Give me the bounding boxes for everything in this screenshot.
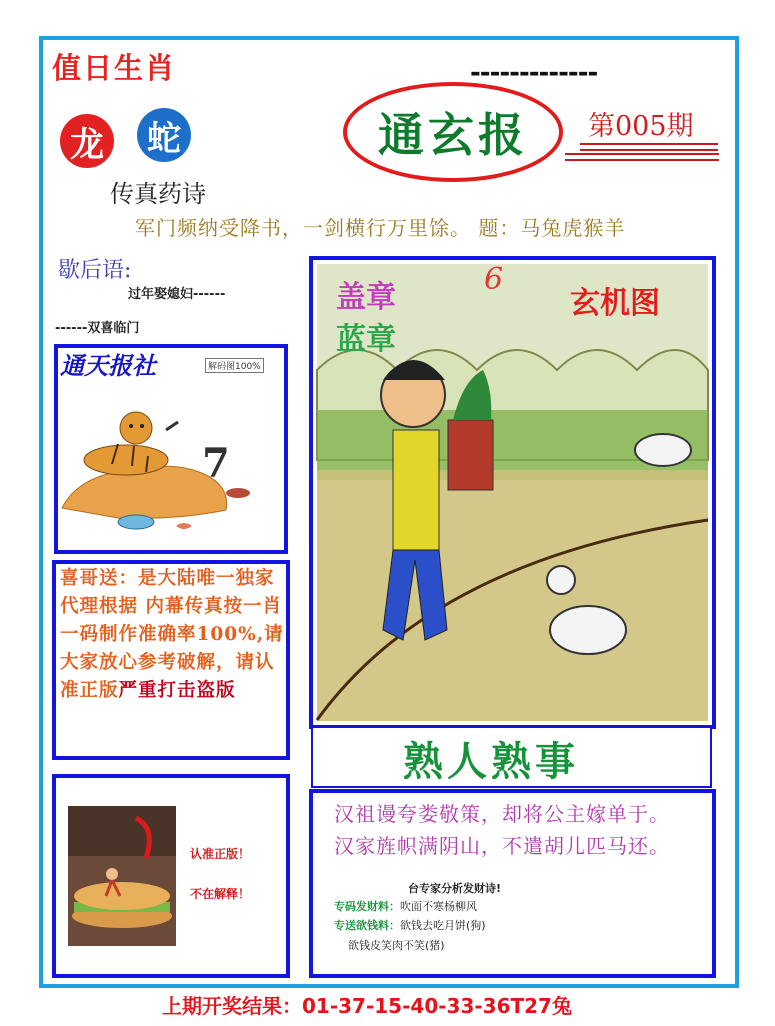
- expert-line-1-label: 专码发财料：: [334, 900, 400, 913]
- poem-line-1: 汉祖谩夸娄敬策，却将公主嫁单于。: [334, 802, 670, 826]
- expert-line-2: [334, 917, 486, 933]
- last-draw-results: 上期开奖结果：01-37-15-40-33-36T27兔: [162, 994, 572, 1018]
- issue-underline: [580, 143, 718, 151]
- fax-poem-label: 传真药诗: [110, 180, 206, 208]
- tiger-box-title: 通天报社: [60, 351, 156, 380]
- xiehou-label: 歇后语:: [58, 258, 132, 283]
- picture-overlay-stamp: 盖章: [336, 280, 396, 315]
- expert-line-3: 欲钱皮笑肉不笑(猪): [348, 939, 445, 952]
- expert-line-1-text: 吹面不寒杨柳风: [400, 900, 477, 913]
- picture-overlay-mystery: 玄机图: [570, 286, 660, 321]
- picture-overlay-blue-stamp: 蓝章: [336, 322, 396, 357]
- picture-number: 6: [484, 262, 504, 297]
- expert-line-2-label: 专送欲钱料：: [334, 919, 400, 932]
- daily-zodiac-label: 值日生肖: [52, 51, 177, 85]
- expert-title: 台专家分析发财诗!: [408, 882, 502, 895]
- xiehou-question: 过年娶媳妇------: [128, 287, 226, 302]
- masthead-title: 通玄报: [343, 82, 563, 182]
- issue-number: 第005期: [588, 111, 694, 142]
- fax-poem-line: 军门频纳受降书，一剑横行万里馀。 题：马兔虎猴羊: [135, 216, 626, 240]
- burger-text-2: 不在解释！: [190, 887, 251, 901]
- poem-line-2: 汉家旌帜满阴山，不遣胡儿匹马还。: [334, 834, 670, 858]
- zodiac-dragon-badge: 龙: [60, 114, 114, 168]
- burger-box: [52, 774, 290, 978]
- promo-text-red: 严重打击盗版: [118, 680, 236, 701]
- issue-underline-2: [565, 153, 719, 161]
- burger-text-1: 认准正版！: [190, 847, 251, 861]
- promo-text: [60, 565, 288, 705]
- tiger-box-number: 7: [202, 440, 230, 487]
- promo-text-main: 喜哥送：是大陆唯一独家代理根据 内幕传真按一肖一码制作准确率100%,请大家放心参考破解，请认准正版: [60, 568, 284, 701]
- expert-line-2-text: 欲钱去吃月饼(狗): [400, 919, 486, 932]
- expert-line-1: [334, 898, 477, 914]
- tiger-box-subtitle: 解码图100%: [205, 358, 264, 373]
- xiehou-answer: ------双喜临门: [55, 321, 140, 336]
- header-dashes: -------------: [470, 58, 598, 88]
- picture-caption: 熟人熟事: [403, 738, 579, 785]
- zodiac-snake-badge: 蛇: [137, 108, 191, 162]
- burger-photo: [56, 778, 286, 974]
